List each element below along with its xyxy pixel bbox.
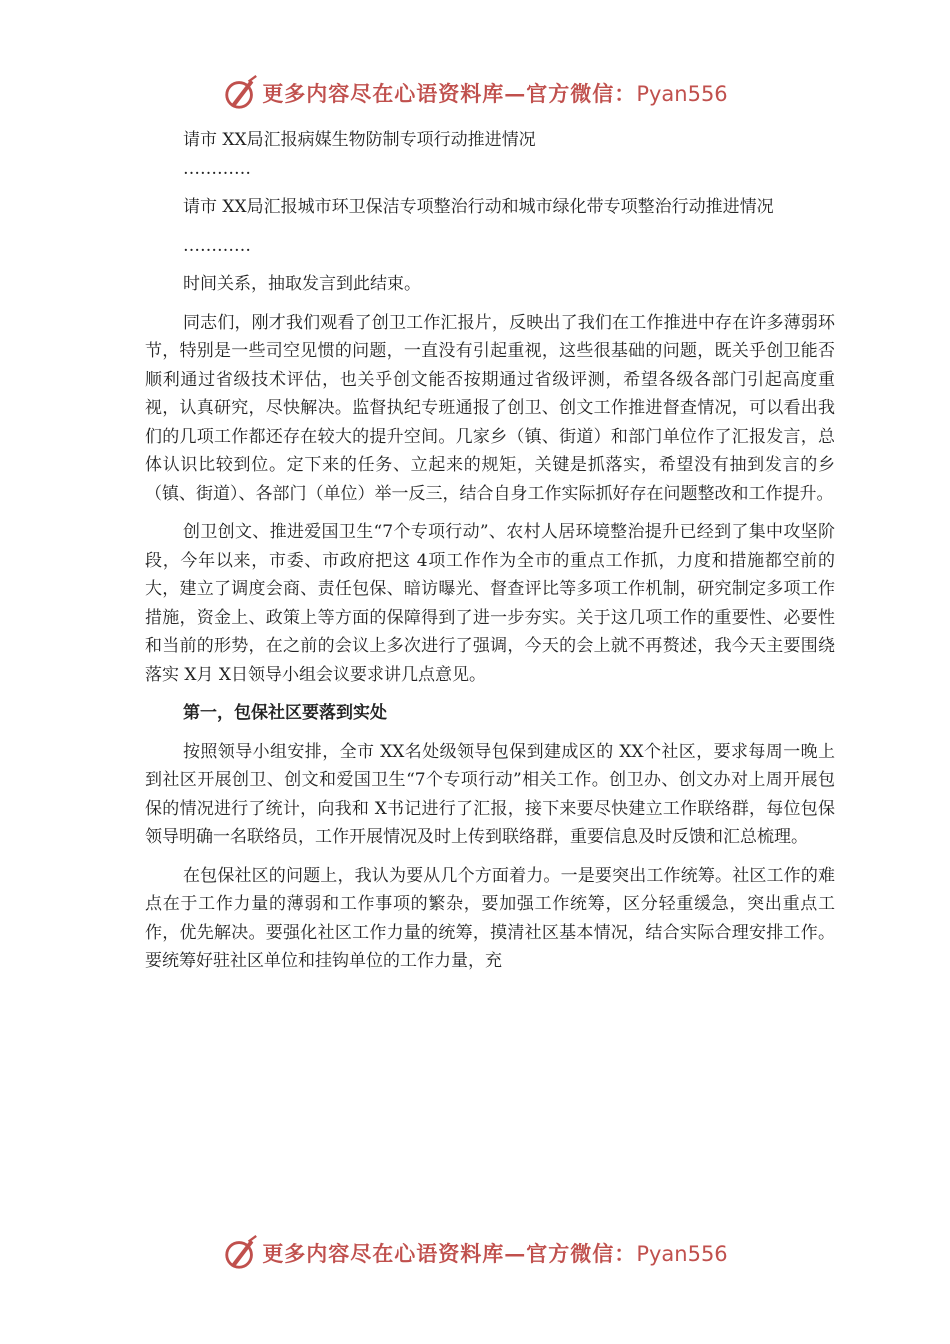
paragraph: 创卫创文、推进爱国卫生“7个专项行动”、农村人居环境整治提升已经到了集中攻坚阶段，今年以来，市委、市政府把这 4项工作作为全市的重点工作抓，力度和措施都空前的大，建立了调度会商、责任包保、暗访曝光、督查评比等多项工作机制，研究制定多项工作措施，资金上、政策上等方面的保障得到了进一步夯实。关于这几项工作的重要性、必要性和当前的形势，在之前的会议上多次进行了强调，今天的会上就不再赘述，我今天主要围绕落实 X月 X日领导小组会议要求讲几点意见。	[145, 522, 835, 685]
paragraph: 时间关系，抽取发言到此结束。	[183, 274, 421, 294]
document-body	[145, 126, 835, 976]
watermark-text: 更多内容尽在心语资料库—官方微信：Pyan556	[262, 81, 728, 106]
paragraph: 在包保社区的问题上，我认为要从几个方面着力。一是要突出工作统筹。社区工作的难点在于工作力量的薄弱和工作事项的繁杂，要加强工作统筹，区分轻重缓急，突出重点工作，优先解决。要强化社区工作力量的统筹，摸清社区基本情况，结合实际合理安排工作。要统筹好驻社区单位和挂钩单位的工作力量，充	[145, 865, 835, 971]
watermark-text: 更多内容尽在心语资料库—官方微信：Pyan556	[262, 1241, 728, 1266]
section-heading: 第一，包保社区要落到实处	[183, 703, 387, 723]
watermark-header	[0, 73, 950, 113]
paragraph: 同志们，刚才我们观看了创卫工作汇报片，反映出了我们在工作推进中存在许多薄弱环节，特别是一些司空见惯的问题，一直没有引起重视，这些很基础的问题，既关乎创卫能否顺利通过省级技术评估，也关乎创文能否按期通过省级评测，希望各级各部门引起高度重视，认真研究，尽快解决。监督执纪专班通报了创卫、创文工作推进督查情况，可以看出我们的几项工作都还存在较大的提升空间。几家乡（镇、街道）和部门单位作了汇报发言，总体认识比较到位。定下来的任务、立起来的规矩，关键是抓落实，希望没有抽到发言的乡（镇、街道）、各部门（单位）举一反三，结合自身工作实际抓好存在问题整改和工作提升。	[145, 312, 835, 504]
paragraph: 按照领导小组安排，全市 XX名处级领导包保到建成区的 XX个社区，要求每周一晚上到社区开展创卫、创文和爱国卫生“7个专项行动”相关工作。创卫办、创文办对上周开展包保的情况进行了统计，向我和 X书记进行了汇报，接下来要尽快建立工作联络群，每位包保领导明确一名联络员，工作开展情况及时上传到联络群，重要信息及时反馈和汇总梳理。	[145, 741, 835, 847]
ellipsis-line: …………	[183, 235, 251, 256]
paragraph: 请市 XX局汇报城市环卫保洁专项整治行动和城市绿化带专项整治行动推进情况	[183, 197, 774, 217]
watermark-footer	[0, 1233, 950, 1273]
quill-logo-icon	[222, 1234, 260, 1272]
quill-logo-icon	[222, 74, 260, 112]
ellipsis-line: …………	[183, 158, 251, 179]
paragraph: 请市 XX局汇报病媒生物防制专项行动推进情况	[183, 130, 536, 150]
